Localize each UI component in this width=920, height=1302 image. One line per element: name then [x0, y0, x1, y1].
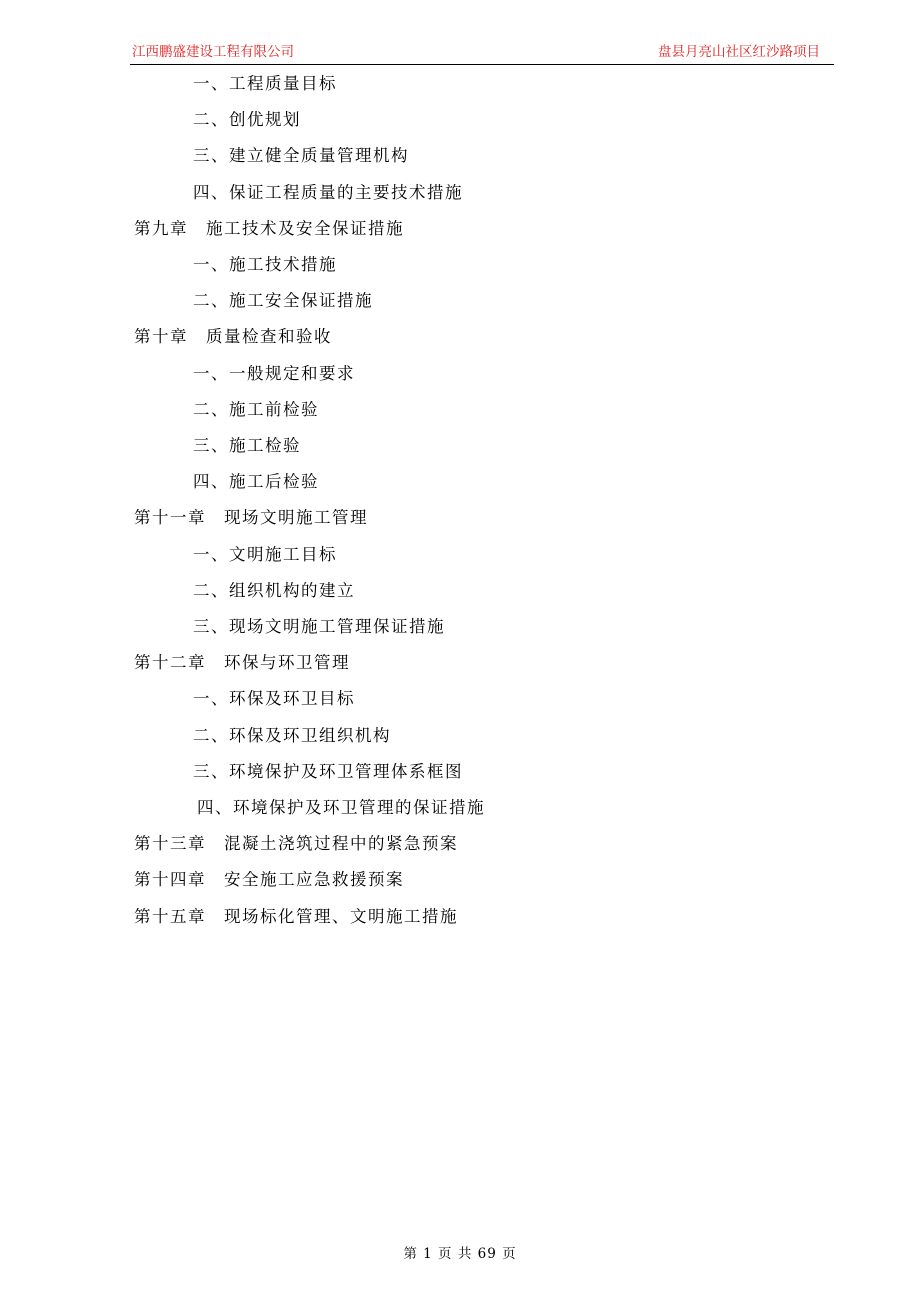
toc-chapter-heading: 第十五章 现场标化管理、文明施工措施: [134, 906, 458, 926]
toc-section-item: 一、文明施工目标: [193, 544, 337, 564]
toc-chapter-heading: 第十三章 混凝土浇筑过程中的紧急预案: [134, 834, 458, 854]
toc-section-item: 二、组织机构的建立: [193, 580, 355, 600]
header-project-name: 盘县月亮山社区红沙路项目: [658, 44, 820, 60]
toc-section-item: 一、一般规定和要求: [193, 363, 355, 383]
toc-section-item: 三、环境保护及环卫管理体系框图: [193, 761, 463, 781]
page-header: [130, 44, 834, 65]
toc-section-item: 二、施工安全保证措施: [193, 291, 373, 311]
toc-section-item: 四、保证工程质量的主要技术措施: [193, 182, 463, 202]
toc-section-item: 三、建立健全质量管理机构: [193, 146, 409, 166]
toc-chapter-heading: 第十章 质量检查和验收: [134, 327, 332, 347]
toc-section-item: 一、施工技术措施: [193, 255, 337, 274]
toc-section-item: 三、施工检验: [193, 436, 301, 455]
toc-section-item: 三、现场文明施工管理保证措施: [193, 617, 445, 636]
toc-section-item: 一、环保及环卫目标: [193, 689, 355, 709]
toc-section-item: 二、施工前检验: [193, 399, 319, 419]
toc-chapter-heading: 第十一章 现场文明施工管理: [134, 508, 368, 528]
toc-section-item: 四、施工后检验: [193, 472, 319, 492]
toc-chapter-heading: 第九章 施工技术及安全保证措施: [134, 218, 404, 238]
toc-section-item: 四、环境保护及环卫管理的保证措施: [197, 798, 485, 817]
toc-section-item: 二、环保及环卫组织机构: [193, 725, 391, 745]
toc-chapter-heading: 第十四章 安全施工应急救援预案: [134, 870, 404, 890]
header-company-name: 江西鹏盛建设工程有限公司: [132, 44, 294, 60]
toc-section-item: 二、创优规划: [193, 110, 301, 130]
toc-chapter-heading: 第十二章 环保与环卫管理: [134, 653, 350, 673]
page-number-footer: 第 1 页 共 69 页: [403, 1246, 517, 1262]
toc-section-item: 一、工程质量目标: [193, 74, 337, 93]
